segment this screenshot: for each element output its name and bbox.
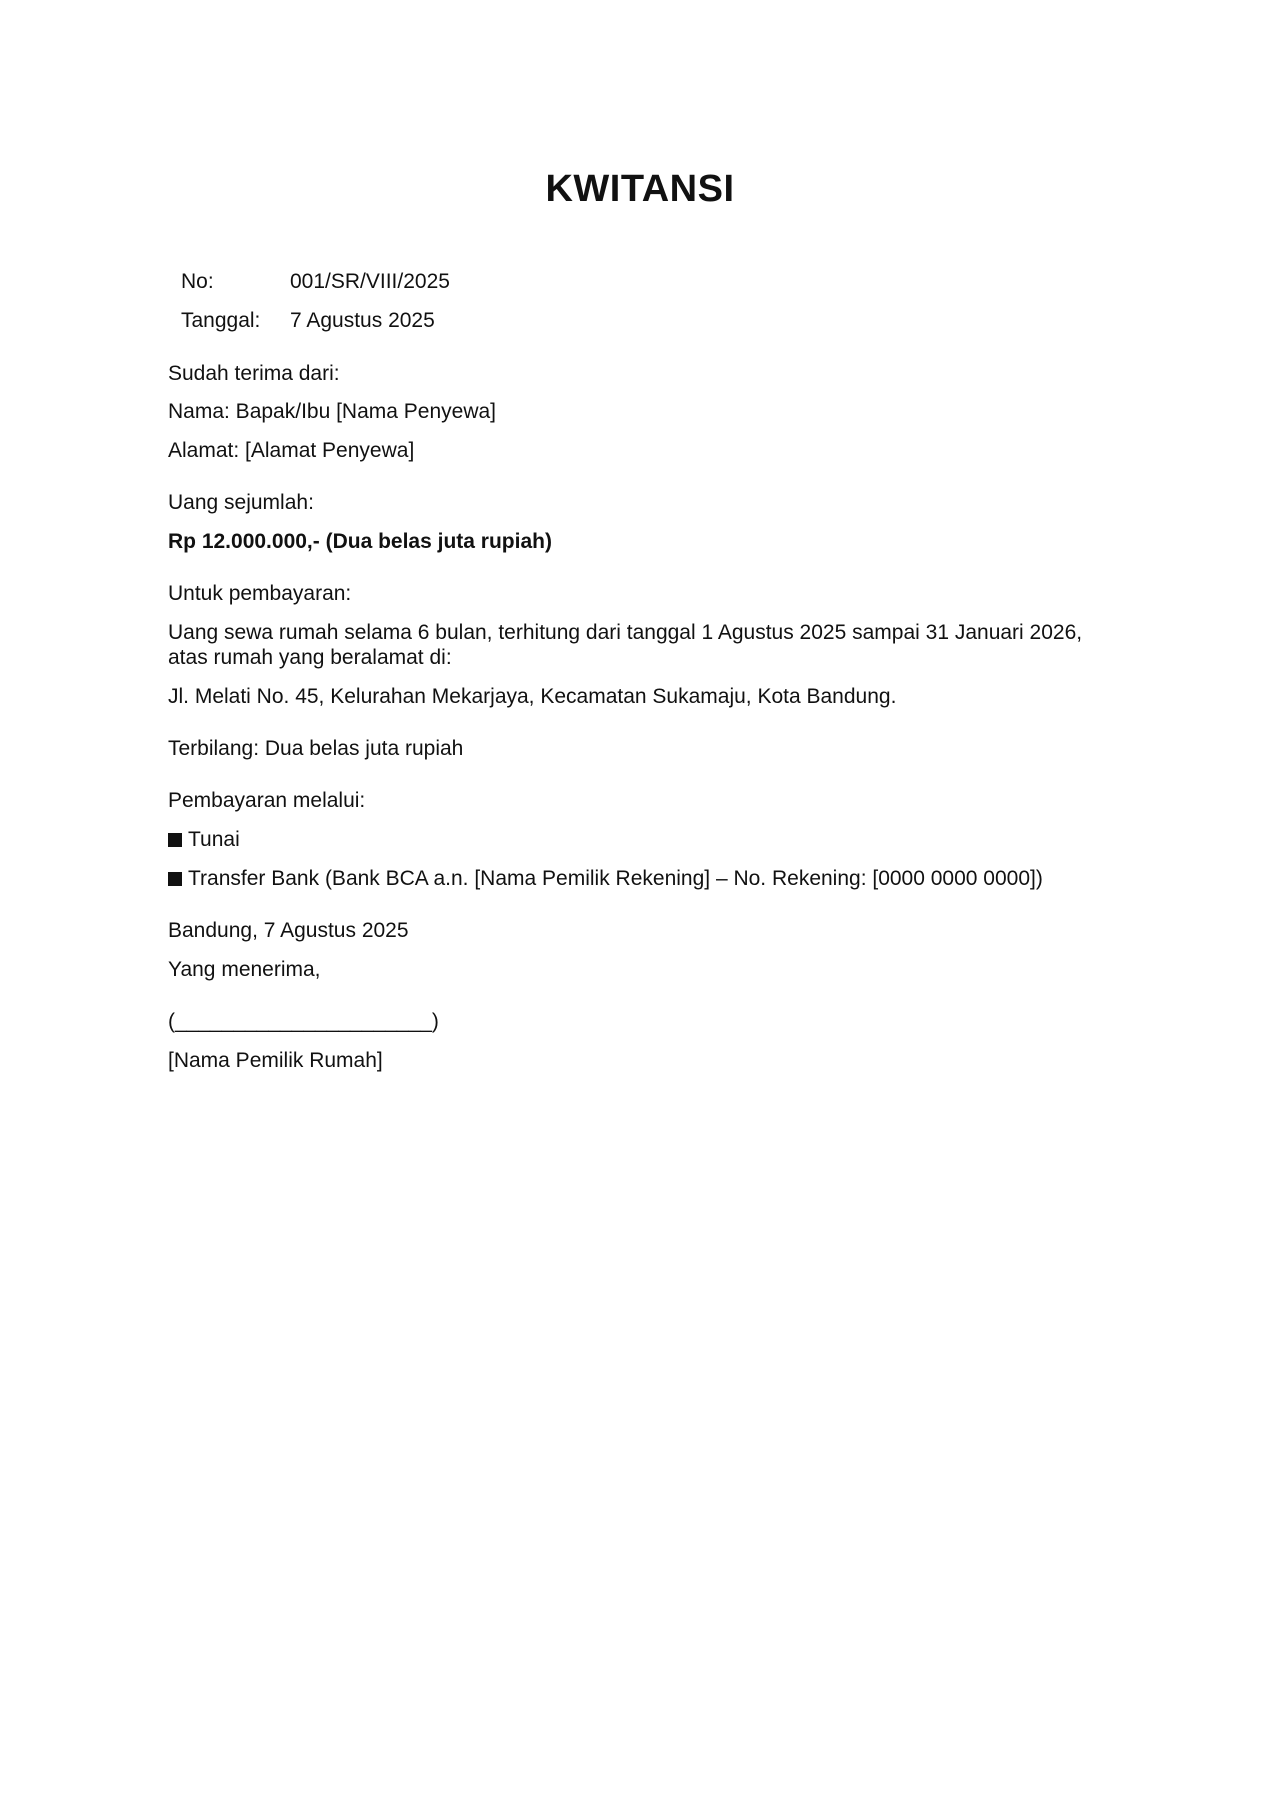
payer-name: Nama: Bapak/Ibu [Nama Penyewa] [168, 400, 497, 423]
payment-method-label: Pembayaran melalui: [168, 789, 366, 812]
amount-in-words: Terbilang: Dua belas juta rupiah [168, 737, 464, 760]
amount-value: Rp 12.000.000,- (Dua belas juta rupiah) [168, 530, 552, 553]
payment-option-label: Transfer Bank (Bank BCA a.n. [Nama Pemilik Rekening] – No. Rekening: [0000 0000 0000]) [188, 867, 1043, 890]
signer-name: [Nama Pemilik Rumah] [168, 1049, 383, 1072]
property-address: Jl. Melati No. 45, Kelurahan Mekarjaya, Kecamatan Sukamaju, Kota Bandung. [168, 685, 897, 708]
purpose-label: Untuk pembayaran: [168, 582, 352, 605]
place-and-date: Bandung, 7 Agustus 2025 [168, 919, 409, 942]
receipt-number-value: 001/SR/VIII/2025 [290, 269, 450, 293]
receipt-date-row [181, 301, 450, 340]
payer-address: Alamat: [Alamat Penyewa] [168, 439, 415, 462]
document-title: KWITANSI [545, 168, 735, 210]
receiver-label: Yang menerima, [168, 958, 321, 981]
receipt-date-label: Tanggal: [181, 308, 261, 332]
payment-option-transfer [168, 866, 1043, 892]
receipt-meta [181, 262, 450, 340]
purpose-line-1: Uang sewa rumah selama 6 bulan, terhitung dari tanggal 1 Agustus 2025 sampai 31 Januari 2026, [168, 621, 1083, 644]
receipt-date-value: 7 Agustus 2025 [290, 308, 435, 332]
purpose-line-2: atas rumah yang beralamat di: [168, 646, 452, 669]
receipt-number-label: No: [181, 269, 214, 293]
checkbox-square-icon [168, 833, 182, 847]
amount-label: Uang sejumlah: [168, 491, 314, 514]
signature-line: (______________________) [168, 1010, 439, 1033]
payment-option-cash [168, 827, 240, 853]
received-from-label: Sudah terima dari: [168, 362, 340, 385]
checkbox-square-icon [168, 872, 182, 886]
payment-option-label: Tunai [188, 828, 240, 851]
receipt-number-row [181, 262, 450, 301]
